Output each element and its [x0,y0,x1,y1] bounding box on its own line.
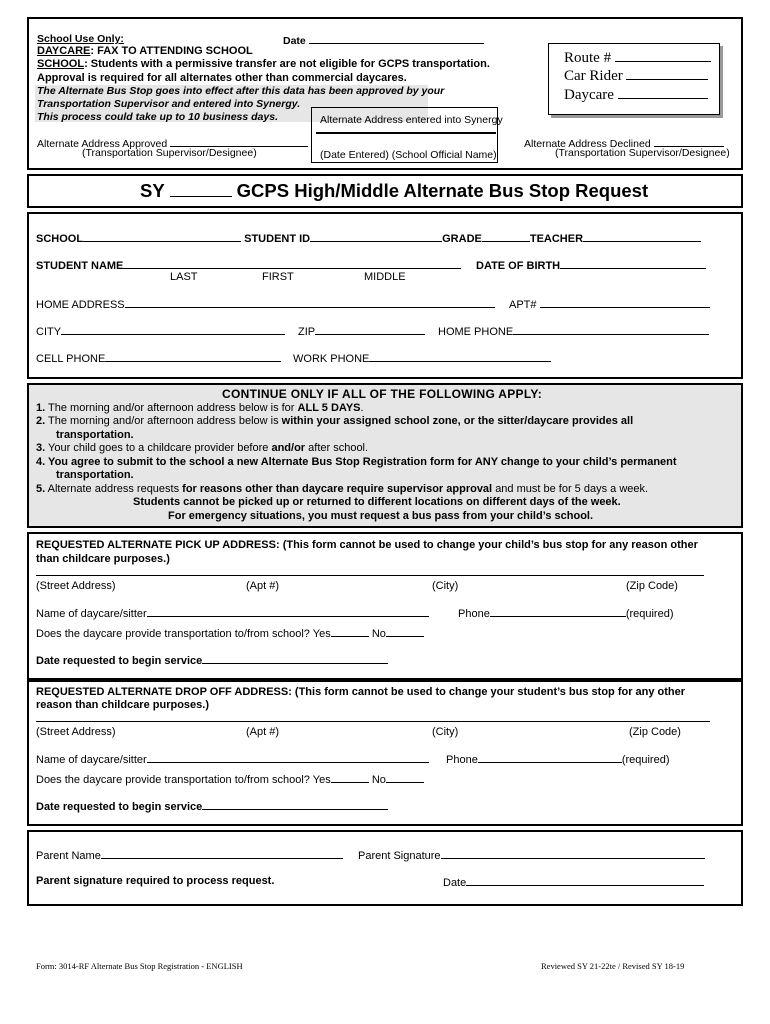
dob-row: DATE OF BIRTH [476,258,706,272]
parent-name-input[interactable] [101,848,343,859]
date-entered: (Date Entered) (School Official Name) [320,149,497,161]
pickup-daycare-input[interactable] [147,606,429,617]
dropoff-phone-row: Phone (required) [446,754,670,766]
synergy-label: Alternate Address entered into Synergy [320,114,503,126]
pickup-date-row: Date requested to begin service [36,653,388,667]
dropoff-daycare-input[interactable] [147,752,429,763]
pickup-yes-input[interactable] [331,626,369,637]
condition-4-cont: transportation. [56,469,134,481]
condition-3: 3. Your child goes to a childcare provider before and/or after school. [36,442,369,454]
parent-signature-input[interactable] [441,848,705,859]
student-name-row: STUDENT NAME [36,258,461,272]
page-title: SY GCPS High/Middle Alternate Bus Stop Request [140,180,649,201]
dropoff-daycare-row: Name of daycare/sitter [36,752,429,766]
approved-sub: (Transportation Supervisor/Designee) [82,147,257,159]
middle-label: MIDDLE [364,271,406,283]
home-phone-row: HOME PHONE [438,324,709,338]
pickup-heading-1: REQUESTED ALTERNATE PICK UP ADDRESS: (This form cannot be used to change your child’s bus stop for any reason other [36,539,698,551]
footer-left: Form: 3014-RF Alternate Bus Stop Registration - ENGLISH [36,961,243,971]
parent-date-input[interactable] [466,875,704,886]
condition-1: 1. The morning and/or afternoon address below is for ALL 5 DAYS. [36,402,364,414]
dropoff-date-input[interactable] [202,799,388,810]
work-phone-input[interactable] [369,351,551,362]
pickup-phone-input[interactable] [490,606,626,617]
city-input[interactable] [61,324,285,335]
cell-phone-input[interactable] [105,351,281,362]
dropoff-phone-input[interactable] [478,752,622,763]
apt-input[interactable] [540,297,710,308]
parent-signature-row: Parent Signature [358,848,705,862]
condition-2: 2. The morning and/or afternoon address below is within your assigned school zone, or the sitter/daycare provides all [36,415,634,427]
pickup-daycare-row: Name of daycare/sitter [36,606,429,620]
home-address-input[interactable] [125,297,495,308]
pickup-phone-row: Phone (required) [458,608,674,620]
dropoff-street-label: (Street Address) [36,726,116,738]
car-rider-field: Car Rider [564,68,708,85]
apt-row: APT# [509,297,710,311]
dropoff-city-label: (City) [432,726,459,738]
school-line: SCHOOL: Students with a permissive transfer are not eligible for GCPS transportation. [37,58,490,70]
car-rider-input[interactable] [626,69,708,80]
last-label: LAST [170,271,198,283]
condition-2-cont: transportation. [56,429,134,441]
declined-sub: (Transportation Supervisor/Designee) [555,147,730,159]
parent-date-row: Date [443,875,704,889]
pickup-city-label: (City) [432,580,459,592]
student-name-input[interactable] [123,258,461,269]
process-line: This process could take up to 10 business days. [37,111,278,123]
dropoff-no-input[interactable] [386,772,424,783]
approved-field[interactable] [170,136,308,147]
approval-line: Approval is required for all alternates other than commercial daycares. [37,72,407,84]
conditions-heading: CONTINUE ONLY IF ALL OF THE FOLLOWING APPLY: [222,387,543,401]
declined-label: Alternate Address Declined [524,136,724,150]
route-field: Route # [564,50,711,67]
city-row: CITY [36,324,285,338]
teacher-input[interactable] [583,231,701,242]
synergy-line[interactable] [316,132,496,134]
grade-input[interactable] [482,231,530,242]
school-row: SCHOOL STUDENT ID GRADE TEACHER [36,231,701,245]
effect-line-2: Transportation Supervisor and entered into Synergy. [37,98,301,110]
dropoff-zip-label: (Zip Code) [629,726,681,738]
dropoff-apt-label: (Apt #) [246,726,280,738]
pickup-provide-row: Does the daycare provide transportation to/from school? Yes No [36,626,424,640]
parent-name-row: Parent Name [36,848,343,862]
note-2: For emergency situations, you must request a bus pass from your child’s school. [168,510,594,522]
school-input[interactable] [83,231,241,242]
first-label: FIRST [262,271,294,283]
zip-row: ZIP [298,324,425,338]
home-phone-input[interactable] [513,324,709,335]
date-field[interactable] [309,33,484,44]
sy-field[interactable] [170,182,232,197]
parent-box [27,830,743,906]
effect-line-1: The Alternate Bus Stop goes into effect after this data has been approved by your [37,85,445,97]
date-label: Date [283,33,484,47]
work-phone-row: WORK PHONE [293,351,551,365]
route-input[interactable] [615,51,711,62]
footer-right: Reviewed SY 21-22te / Revised SY 18-19 [541,961,685,971]
declined-field[interactable] [654,136,724,147]
school-use-only: School Use Only: [37,33,124,45]
approved-label: Alternate Address Approved [37,136,308,150]
dropoff-heading-1: REQUESTED ALTERNATE DROP OFF ADDRESS: (This form cannot be used to change your student’s bus stop for any other [36,686,686,698]
parent-required-note: Parent signature required to process request. [36,875,275,887]
home-address-row: HOME ADDRESS [36,297,495,311]
pickup-address-line[interactable] [36,575,704,576]
dropoff-date-row: Date requested to begin service [36,799,388,813]
pickup-street-label: (Street Address) [36,580,116,592]
pickup-zip-label: (Zip Code) [626,580,678,592]
dropoff-address-line[interactable] [36,721,710,722]
pickup-date-input[interactable] [202,653,388,664]
dropoff-provide-row: Does the daycare provide transportation to/from school? Yes No [36,772,424,786]
note-1: Students cannot be picked up or returned to different locations on different days of the week. [133,496,621,508]
dropoff-yes-input[interactable] [331,772,369,783]
daycare-input[interactable] [618,88,708,99]
pickup-heading-2: than childcare purposes.) [36,553,170,565]
cell-phone-row: CELL PHONE [36,351,281,365]
pickup-apt-label: (Apt #) [246,580,280,592]
zip-input[interactable] [315,324,425,335]
dob-input[interactable] [560,258,706,269]
dropoff-heading-2: reason than childcare purposes.) [36,699,209,711]
student-id-input[interactable] [310,231,442,242]
pickup-no-input[interactable] [386,626,424,637]
daycare-line: DAYCARE: FAX TO ATTENDING SCHOOL [37,45,253,57]
condition-4: 4. You agree to submit to the school a new Alternate Bus Stop Registration form for ANY change to your child’s permanent [36,456,677,468]
condition-5: 5. Alternate address requests for reasons other than daycare require supervisor approval and must be for 5 days a week. [36,483,649,495]
daycare-field: Daycare [564,87,708,104]
